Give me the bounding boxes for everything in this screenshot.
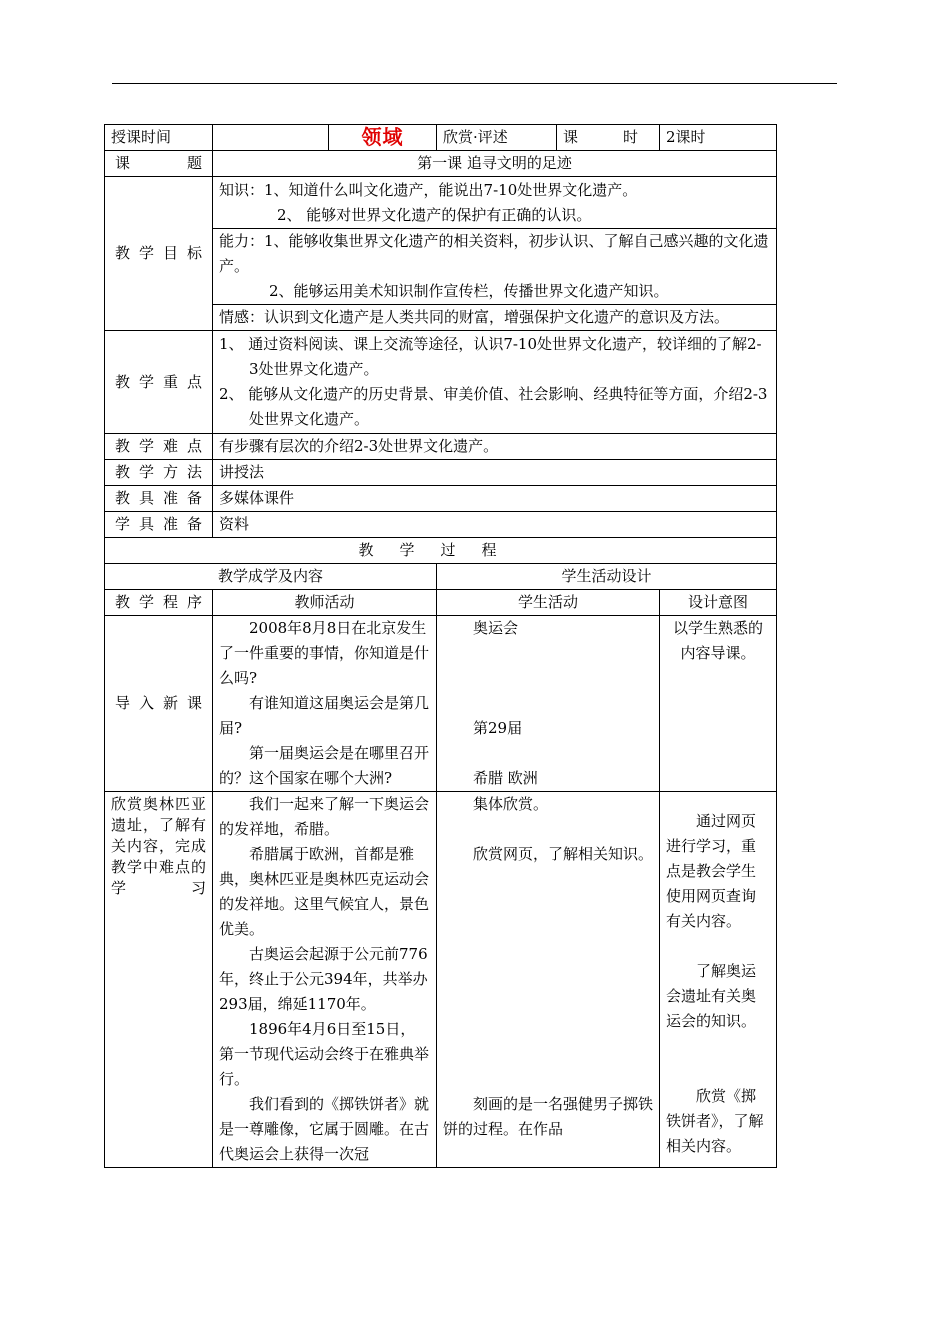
process-title-row — [105, 538, 777, 564]
student-activity: 希腊 欧洲 — [473, 769, 538, 787]
lesson-row — [105, 151, 777, 177]
difficulty-row — [105, 434, 777, 460]
step-row-olympia — [105, 792, 777, 1168]
header-rule — [112, 83, 837, 84]
key-point-1: 1、 通过资料阅读、课上交流等途径，认识7-10处世界文化遗产，较详细的了解2-3处世界文化遗产。 — [219, 335, 762, 378]
process-group-row — [105, 564, 777, 590]
teacher-activity: 我们一起来了解一下奥运会的发祥地，希腊。 — [219, 795, 430, 838]
teacher-tools-value: 多媒体课件 — [213, 486, 777, 512]
objective-emotion: 情感：认识到文化遗产是人类共同的财富，增强保护文化遗产的意识及方法。 — [213, 304, 776, 330]
objective-knowledge-1: 知识：1、知道什么叫文化遗产，能说出7-10处世界文化遗产。 — [219, 181, 638, 199]
student-activity: 刻画的是一名强健男子掷铁饼的过程。在作品 — [443, 1095, 654, 1138]
design-intent: 了解奥运会遗址有关奥运会的知识。 — [666, 962, 757, 1030]
student-activity: 第29届 — [473, 719, 523, 737]
method-label: 教学方法 — [105, 460, 213, 486]
method-row — [105, 460, 777, 486]
hours-label: 课 时 — [557, 125, 660, 151]
objective-ability-1: 能力：1、能够收集世界文化遗产的相关资料，初步认识、了解自己感兴趣的文化遗产。 — [213, 228, 776, 279]
design-intent: 通过网页进行学习，重点是教会学生使用网页查询有关内容。 — [666, 812, 757, 930]
student-activity: 欣赏网页，了解相关知识。 — [473, 845, 654, 863]
time-value — [213, 125, 329, 151]
key-points-label: 教学重点 — [105, 331, 213, 434]
student-tools-label: 学具准备 — [105, 512, 213, 538]
step-row-intro — [105, 616, 777, 792]
step-stage: 欣赏奥林匹亚遗址，了解有关内容，完成教学中难点的学习 — [105, 792, 213, 1168]
objectives-label: 教学目标 — [105, 177, 213, 331]
process-group-right: 学生活动设计 — [437, 564, 777, 590]
hours-value: 2课时 — [660, 125, 777, 151]
student-activity: 集体欣赏。 — [473, 795, 549, 813]
student-tools-value: 资料 — [213, 512, 777, 538]
teacher-tools-label: 教具准备 — [105, 486, 213, 512]
teacher-activity: 第一届奥运会是在哪里召开的？这个国家在哪个大洲? — [219, 744, 430, 787]
teacher-activity: 我们看到的《掷铁饼者》就是一尊雕像，它属于圆雕。在古代奥运会上获得一次冠 — [219, 1095, 430, 1163]
teacher-activity: 有谁知道这届奥运会是第几届? — [219, 694, 430, 737]
key-point-2: 2、 能够从文化遗产的历史背景、审美价值、社会影响、经典特征等方面，介绍2-3处世界文化遗产。 — [219, 385, 768, 428]
process-columns-row — [105, 590, 777, 616]
design-intent: 欣赏《掷铁饼者》，了解相关内容。 — [666, 1087, 764, 1155]
col-intent: 设计意图 — [660, 590, 777, 616]
col-teacher: 教师活动 — [213, 590, 437, 616]
design-intent: 以学生熟悉的内容导课。 — [660, 616, 777, 792]
student-activity: 奥运会 — [473, 619, 519, 637]
time-label: 授课时间 — [105, 125, 213, 151]
difficulty-value: 有步骤有层次的介绍2-3处世界文化遗产。 — [213, 434, 777, 460]
objective-knowledge-2: 2、 能够对世界文化遗产的保护有正确的认识。 — [277, 206, 592, 224]
lesson-plan-table — [104, 124, 777, 1168]
header-row — [105, 125, 777, 151]
teacher-activity: 古奥运会起源于公元前776年，终止于公元394年，共举办293届，绵延1170年。 — [219, 945, 428, 1013]
objective-ability-2: 2、能够运用美术知识制作宣传栏，传播世界文化遗产知识。 — [269, 282, 669, 300]
teacher-activity: 1896年4月6日至15日，第一节现代运动会终于在雅典举行。 — [219, 1020, 430, 1088]
teacher-activity: 希腊属于欧洲，首都是雅典，奥林匹亚是奥林匹克运动会的发祥地。这里气候宜人，景色优美。 — [219, 845, 430, 938]
col-student: 学生活动 — [437, 590, 660, 616]
objectives-row — [105, 177, 777, 331]
method-value: 讲授法 — [213, 460, 777, 486]
domain-label: 领域 — [329, 125, 437, 151]
key-points-row — [105, 331, 777, 434]
difficulty-label: 教学难点 — [105, 434, 213, 460]
col-stage: 教学程序 — [105, 590, 213, 616]
step-stage: 导入新课 — [105, 616, 213, 792]
domain-value: 欣赏·评述 — [437, 125, 557, 151]
lesson-label: 课 题 — [105, 151, 213, 177]
lesson-title: 第一课 追寻文明的足迹 — [213, 151, 777, 177]
process-group-left: 教学成学及内容 — [105, 564, 437, 590]
student-tools-row — [105, 512, 777, 538]
teacher-tools-row — [105, 486, 777, 512]
teacher-activity: 2008年8月8日在北京发生了一件重要的事情，你知道是什么吗? — [219, 619, 430, 687]
process-title: 教学过程 — [105, 538, 777, 564]
